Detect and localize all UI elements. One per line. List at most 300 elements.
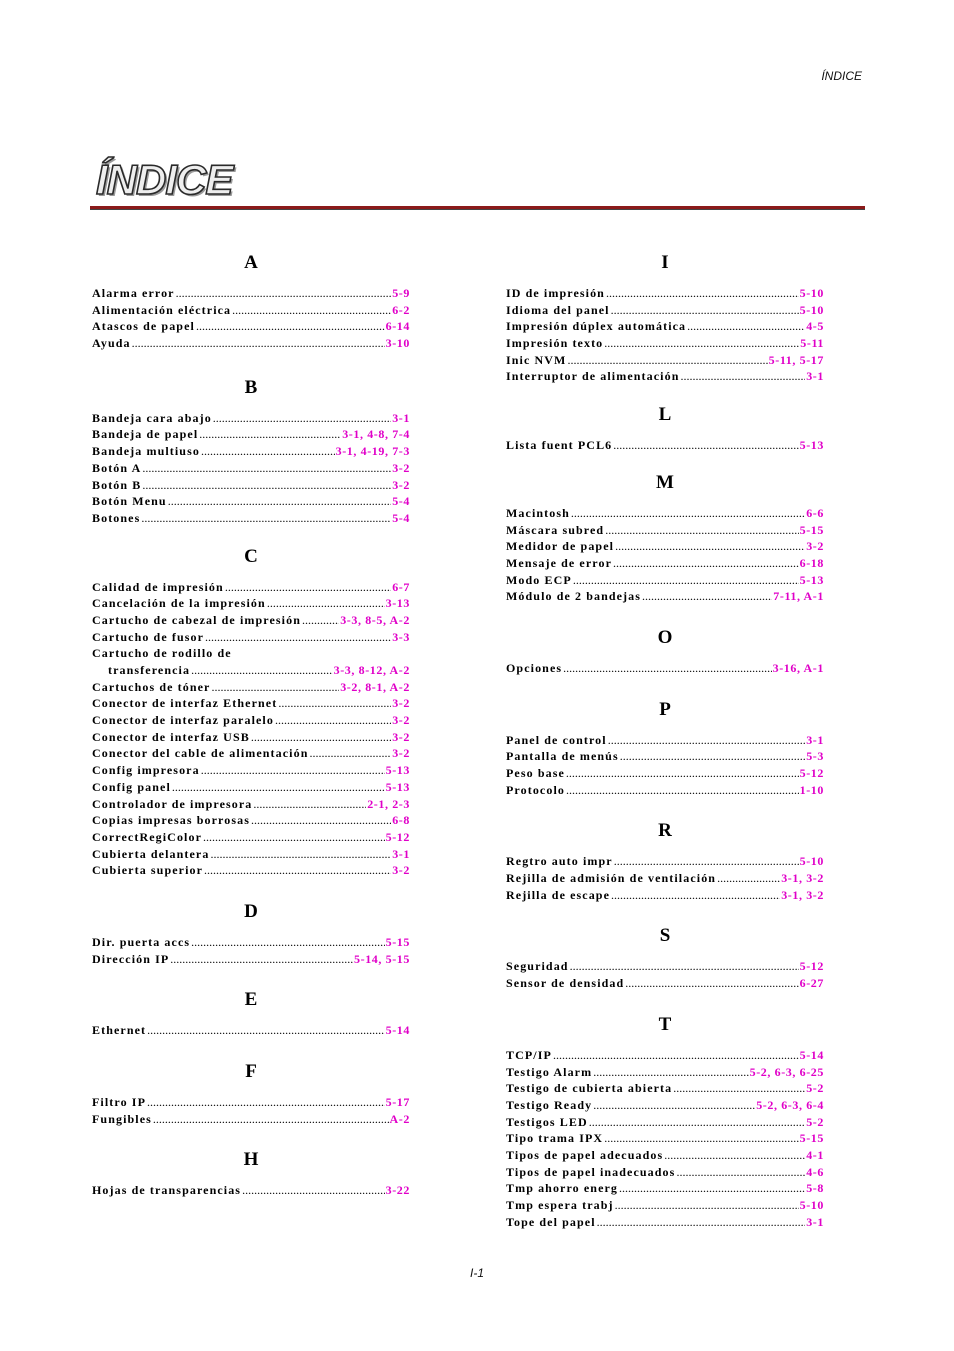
- entry-term: Cubierta superior: [92, 863, 204, 878]
- entry-term: Dir. puerta accs: [92, 934, 191, 949]
- entry-term: Rejilla de admisión de ventilación: [506, 871, 717, 886]
- entry-page-link[interactable]: 5-15: [799, 522, 824, 537]
- index-entry: [506, 335, 824, 352]
- entry-term: Tipo trama IPX: [506, 1131, 604, 1146]
- index-entry: [92, 829, 410, 846]
- dot-leader: [615, 538, 805, 555]
- dot-leader: [593, 1064, 748, 1081]
- entry-page-link[interactable]: 6-2: [392, 302, 410, 317]
- entry-page-link[interactable]: 5-12: [799, 766, 824, 780]
- entry-page-link[interactable]: 4-1: [806, 1147, 824, 1162]
- entry-page-link[interactable]: 5-10: [799, 286, 824, 300]
- entry-term: Bandeja multiuso: [92, 444, 200, 459]
- entry-term: Inic NVM: [506, 352, 567, 367]
- entry-page-link[interactable]: 4-6: [806, 1164, 824, 1179]
- entry-term: Testigos LED: [506, 1114, 588, 1129]
- dot-leader: [211, 679, 339, 696]
- entry-term: Cubierta delantera: [92, 846, 210, 861]
- section-letter: I: [661, 252, 669, 273]
- entry-page-link[interactable]: 5-13: [799, 572, 824, 587]
- dot-leader: [680, 368, 805, 385]
- dot-leader: [225, 579, 391, 596]
- section-letter: S: [659, 925, 671, 947]
- index-entry: [506, 765, 824, 782]
- dot-leader: [275, 712, 391, 729]
- entry-term: Opciones: [506, 660, 563, 675]
- dot-leader: [613, 555, 799, 572]
- entry-term: Macintosh: [506, 505, 570, 520]
- entry-term: Ethernet: [92, 1023, 147, 1038]
- entry-page-link[interactable]: 5-2: [806, 1114, 824, 1129]
- entry-page-link[interactable]: A-2: [389, 1111, 410, 1126]
- entry-page-link[interactable]: 4-5: [806, 319, 824, 334]
- entry-term: Tope del papel: [506, 1214, 596, 1229]
- entry-page-link[interactable]: 6-6: [806, 505, 824, 520]
- index-entry: [506, 1180, 824, 1197]
- index-entry: [92, 796, 410, 813]
- entry-term: Rejilla de escape: [506, 887, 611, 902]
- entry-page-link[interactable]: 3-1, 3-2: [781, 887, 824, 902]
- entry-page-link[interactable]: 6-14: [385, 319, 410, 334]
- entry-page-link[interactable]: 6-18: [799, 555, 824, 570]
- index-entry: [506, 1097, 824, 1114]
- entry-page-link[interactable]: 3-1, 3-2: [781, 871, 824, 886]
- dot-leader: [196, 318, 385, 335]
- dot-leader: [604, 1130, 798, 1147]
- entry-page-link[interactable]: 3-16, A-1: [772, 660, 824, 675]
- dot-leader: [205, 629, 391, 646]
- index-entry: [92, 1111, 410, 1128]
- dot-leader: [191, 934, 384, 951]
- entry-page-link[interactable]: 1-10: [799, 782, 824, 797]
- entry-term: Alarma error: [92, 286, 175, 300]
- entry-term: Pantalla de menús: [506, 749, 619, 764]
- index-entry: [92, 745, 410, 762]
- index-entry: [92, 629, 410, 646]
- entry-page-link[interactable]: 3-1: [392, 846, 410, 861]
- entry-page-link[interactable]: 3-3: [392, 629, 410, 644]
- title-underline: [90, 206, 865, 210]
- dot-leader: [664, 1147, 805, 1164]
- index-entry: [92, 318, 410, 335]
- entry-page-link[interactable]: 3-2: [806, 539, 824, 554]
- index-entry: [506, 285, 824, 302]
- index-section-f: [92, 1059, 410, 1127]
- entry-page-link[interactable]: 5-9: [392, 286, 410, 300]
- entry-term: Bandeja cara abajo: [92, 410, 212, 425]
- index-entry: [506, 1047, 824, 1064]
- index-entry: [506, 1080, 824, 1097]
- dot-leader: [210, 846, 391, 863]
- section-letter: T: [658, 1013, 672, 1035]
- index-entry: [92, 846, 410, 863]
- index-entry: [506, 1130, 824, 1147]
- entry-term: Bandeja de papel: [92, 427, 199, 442]
- entry-page-link[interactable]: 3-2: [392, 746, 410, 761]
- dot-leader: [642, 588, 772, 605]
- entry-page-link[interactable]: 3-1, 4-19, 7-3: [335, 444, 410, 459]
- entry-term: Atascos de papel: [92, 319, 195, 334]
- index-section-m: [506, 470, 824, 605]
- dot-leader: [604, 335, 799, 352]
- index-section-c: [92, 544, 410, 879]
- index-section-t: [506, 1012, 824, 1231]
- index-entry: [506, 1214, 824, 1231]
- entry-term: Botón B: [92, 477, 142, 492]
- entry-term: Cartucho de cabezal de impresión: [92, 612, 301, 627]
- entry-page-link[interactable]: 3-2: [392, 696, 410, 711]
- dot-leader: [232, 302, 391, 319]
- index-section-i: [506, 250, 824, 385]
- index-section-l: [506, 402, 824, 454]
- entry-page-link[interactable]: 5-8: [806, 1181, 824, 1196]
- section-letter: L: [658, 404, 672, 426]
- entry-page-link[interactable]: 5-2: [806, 1081, 824, 1096]
- entry-page-link[interactable]: 5-15: [385, 934, 410, 949]
- index-entry: [92, 812, 410, 829]
- entry-term: Cancelación de la impresión: [92, 596, 266, 611]
- dot-leader: [563, 660, 771, 677]
- index-entry: [506, 1164, 824, 1181]
- entry-term: Conector del cable de alimentación: [92, 746, 309, 761]
- entry-page-link[interactable]: 5-10: [799, 302, 824, 317]
- dot-leader: [614, 853, 799, 870]
- page-title: ÍNDICE: [96, 156, 233, 203]
- entry-page-link[interactable]: 3-22: [385, 1183, 410, 1198]
- entry-page-link[interactable]: 3-10: [385, 336, 410, 351]
- index-entry: [506, 958, 824, 975]
- entry-term: Fungibles: [92, 1111, 152, 1126]
- entry-page-link[interactable]: 2-1, 2-3: [367, 796, 410, 811]
- entry-page-link[interactable]: 3-2: [392, 863, 410, 878]
- index-section-b: [92, 375, 410, 527]
- dot-leader: [132, 335, 385, 352]
- index-entry: [506, 555, 824, 572]
- index-entry: [92, 410, 410, 427]
- index-section-o: [506, 625, 824, 677]
- index-entry: [92, 762, 410, 779]
- dot-leader: [566, 782, 799, 799]
- entry-page-link[interactable]: 5-12: [385, 829, 410, 844]
- entry-term: Filtro IP: [92, 1095, 147, 1109]
- section-letter: M: [656, 471, 674, 493]
- dot-leader: [251, 812, 391, 829]
- entry-term: Panel de control: [506, 732, 607, 747]
- entry-page-link[interactable]: 3-2: [392, 477, 410, 492]
- entry-page-link[interactable]: 7-11, A-1: [773, 589, 824, 604]
- entry-term: Conector de interfaz paralelo: [92, 713, 274, 728]
- index-entry: [92, 510, 410, 527]
- index-entry: [92, 1094, 410, 1111]
- entry-page-link[interactable]: 5-17: [385, 1095, 410, 1109]
- index-entry: [92, 302, 410, 319]
- entry-page-link[interactable]: 3-3, 8-12, A-2: [333, 663, 410, 677]
- entry-term: Impresión texto: [506, 336, 604, 351]
- dot-leader: [619, 1180, 805, 1197]
- dot-leader: [142, 477, 391, 494]
- entry-term: Calidad de impresión: [92, 579, 224, 594]
- index-entry: [506, 870, 824, 887]
- dot-leader: [242, 1182, 385, 1199]
- index-section-e: [92, 987, 410, 1039]
- entry-term: Interruptor de alimentación: [506, 369, 680, 384]
- dot-leader: [147, 1094, 385, 1111]
- entry-term: Botón A: [92, 460, 142, 475]
- entry-term: Lista fuent PCL6: [506, 438, 613, 453]
- index-entry: [506, 302, 824, 319]
- entry-page-link[interactable]: 5-13: [799, 438, 824, 453]
- entry-page-link[interactable]: 3-3, 8-5, A-2: [340, 612, 410, 627]
- entry-term: Testigo de cubierta abierta: [506, 1081, 673, 1096]
- dot-leader: [606, 285, 799, 302]
- entry-page-link[interactable]: 3-1: [392, 410, 410, 425]
- entry-page-link[interactable]: 5-13: [385, 763, 410, 778]
- index-entry: [506, 1064, 824, 1081]
- index-entry: [92, 645, 410, 662]
- section-letter: F: [245, 1061, 257, 1082]
- entry-page-link[interactable]: 3-1, 4-8, 7-4: [342, 427, 410, 442]
- entry-page-link[interactable]: 5-4: [392, 494, 410, 509]
- index-entry: [506, 522, 824, 539]
- dot-leader: [615, 1197, 799, 1214]
- dot-leader: [201, 443, 335, 460]
- dot-leader: [141, 510, 391, 527]
- dot-leader: [605, 522, 798, 539]
- section-letter: O: [657, 626, 673, 648]
- index-entry: [92, 1182, 410, 1199]
- index-entry: [506, 368, 824, 385]
- index-section-h: [92, 1147, 410, 1199]
- entry-term: transferencia: [108, 663, 191, 677]
- dot-leader: [567, 352, 767, 369]
- section-letter: A: [244, 252, 258, 273]
- dot-leader: [573, 572, 799, 589]
- entry-term: Máscara subred: [506, 522, 605, 537]
- entry-page-link[interactable]: 5-2, 6-3, 6-4: [756, 1097, 824, 1112]
- dot-leader: [251, 729, 391, 746]
- section-letter: E: [244, 989, 258, 1011]
- index-entry: [506, 1147, 824, 1164]
- entry-page-link[interactable]: 5-10: [799, 854, 824, 869]
- index-column-right: [506, 250, 824, 1230]
- entry-page-link[interactable]: 6-8: [392, 813, 410, 828]
- dot-leader: [611, 887, 780, 904]
- entry-term: Tipos de papel inadecuados: [506, 1164, 676, 1179]
- entry-page-link[interactable]: 3-1: [806, 1214, 824, 1229]
- entry-term: CorrectRegiColor: [92, 829, 203, 844]
- dot-leader: [687, 318, 805, 335]
- entry-term: Cartuchos de tóner: [92, 679, 211, 694]
- index-entry: [506, 505, 824, 522]
- entry-page-link[interactable]: 5-3: [806, 749, 824, 764]
- index-entry: [92, 662, 410, 679]
- index-entry: [506, 660, 824, 677]
- dot-leader: [717, 870, 780, 887]
- index-entry: [92, 426, 410, 443]
- dot-leader: [608, 732, 805, 749]
- dot-leader: [625, 975, 798, 992]
- index-section-p: [506, 697, 824, 799]
- entry-page-link[interactable]: 3-2: [392, 460, 410, 475]
- dot-leader: [589, 1114, 805, 1131]
- dot-leader: [593, 1097, 755, 1114]
- entry-term: ID de impresión: [506, 286, 605, 300]
- entry-page-link[interactable]: 6-27: [799, 976, 824, 991]
- dot-leader: [253, 796, 366, 813]
- section-letter: H: [243, 1149, 259, 1171]
- dot-leader: [553, 1047, 799, 1064]
- index-entry: [506, 732, 824, 749]
- index-section-d: [92, 899, 410, 967]
- index-section-a: [92, 250, 410, 352]
- entry-term: Mensaje de error: [506, 555, 613, 570]
- dot-leader: [597, 1214, 806, 1231]
- entry-term: Alimentación eléctrica: [92, 302, 232, 317]
- dot-leader: [278, 695, 391, 712]
- dot-leader: [310, 745, 392, 762]
- entry-term: Conector de interfaz Ethernet: [92, 696, 278, 711]
- dot-leader: [213, 410, 391, 427]
- entry-term: Medidor de papel: [506, 539, 615, 554]
- entry-term: Config impresora: [92, 763, 200, 778]
- entry-page-link[interactable]: 3-1: [806, 369, 824, 384]
- index-entry: [92, 579, 410, 596]
- index-column-left: [92, 250, 410, 1199]
- index-entry: [506, 1197, 824, 1214]
- dot-leader: [302, 612, 339, 629]
- section-letter: D: [244, 900, 258, 922]
- entry-page-link[interactable]: 3-2, 8-1, A-2: [340, 679, 410, 694]
- entry-page-link[interactable]: 5-14: [799, 1047, 824, 1062]
- entry-page-link[interactable]: 5-14: [385, 1023, 410, 1038]
- index-entry: [506, 538, 824, 555]
- entry-term: Dirección IP: [92, 951, 170, 966]
- entry-term: Copias impresas borrosas: [92, 813, 250, 828]
- dot-leader: [566, 765, 799, 782]
- index-entry: [92, 595, 410, 612]
- entry-term: Conector de interfaz USB: [92, 729, 250, 744]
- entry-term: Sensor de densidad: [506, 976, 625, 991]
- index-entry: [506, 588, 824, 605]
- section-letter: C: [244, 545, 258, 567]
- index-entry: [92, 477, 410, 494]
- entry-term: Tipos de papel adecuados: [506, 1147, 664, 1162]
- entry-term: Seguridad: [506, 959, 569, 974]
- entry-term: TCP/IP: [506, 1047, 552, 1062]
- index-entry: [92, 1022, 410, 1039]
- entry-term: Ayuda: [92, 336, 131, 351]
- index-entry: [92, 460, 410, 477]
- index-entry: [506, 887, 824, 904]
- dot-leader: [203, 829, 385, 846]
- entry-term: Protocolo: [506, 782, 565, 797]
- dot-leader: [204, 862, 391, 879]
- entry-term: Modo ECP: [506, 572, 572, 587]
- index-entry: [506, 975, 824, 992]
- index-section-s: [506, 923, 824, 991]
- index-section-r: [506, 818, 824, 903]
- entry-page-link[interactable]: 3-13: [385, 596, 410, 611]
- entry-term: Config panel: [92, 779, 171, 794]
- entry-page-link[interactable]: 5-11, 5-17: [768, 352, 824, 367]
- entry-page-link[interactable]: 5-12: [799, 959, 824, 974]
- entry-term: Controlador de impresora: [92, 796, 253, 811]
- entry-page-link[interactable]: 6-7: [392, 579, 410, 594]
- dot-leader: [673, 1080, 805, 1097]
- entry-term: Cartucho de rodillo de: [92, 646, 232, 661]
- index-entry: [506, 853, 824, 870]
- index-entry: [92, 951, 410, 968]
- index-entry: [506, 352, 824, 369]
- index-entry: [506, 318, 824, 335]
- index-entry: [506, 782, 824, 799]
- dot-leader: [191, 662, 333, 679]
- entry-page-link[interactable]: 3-2: [392, 729, 410, 744]
- dot-leader: [168, 493, 392, 510]
- entry-page-link[interactable]: 5-11: [800, 336, 824, 351]
- section-letter: P: [659, 698, 671, 720]
- index-entry: [506, 572, 824, 589]
- index-entry: [92, 712, 410, 729]
- entry-term: Testigo Alarm: [506, 1064, 593, 1079]
- index-entry: [92, 335, 410, 352]
- dot-leader: [611, 302, 799, 319]
- dot-leader: [613, 437, 798, 454]
- dot-leader: [571, 505, 805, 522]
- entry-term: Regtro auto impr: [506, 854, 613, 869]
- dot-leader: [142, 460, 391, 477]
- entry-term: Botón Menu: [92, 494, 167, 509]
- entry-page-link[interactable]: 3-1: [806, 732, 824, 747]
- dot-leader: [570, 958, 799, 975]
- dot-leader: [147, 1022, 384, 1039]
- index-entry: [92, 729, 410, 746]
- index-entry: [506, 1114, 824, 1131]
- running-header: ÍNDICE: [821, 69, 862, 83]
- dot-leader: [170, 951, 353, 968]
- dot-leader: [153, 1111, 389, 1128]
- dot-leader: [199, 426, 341, 443]
- entry-term: Hojas de transparencias: [92, 1183, 242, 1198]
- entry-page-link[interactable]: 5-14, 5-15: [354, 951, 410, 966]
- index-entry: [506, 437, 824, 454]
- section-letter: B: [244, 376, 258, 398]
- entry-page-link[interactable]: 5-15: [799, 1131, 824, 1146]
- index-entry: [92, 612, 410, 629]
- page-number: I-1: [469, 1266, 484, 1280]
- index-entry: [92, 443, 410, 460]
- entry-page-link[interactable]: 5-2, 6-3, 6-25: [749, 1064, 824, 1079]
- dot-leader: [676, 1164, 805, 1181]
- entry-page-link[interactable]: 5-13: [385, 779, 410, 794]
- index-entry: [506, 748, 824, 765]
- dot-leader: [267, 595, 385, 612]
- entry-term: Botones: [92, 510, 141, 525]
- index-entry: [92, 493, 410, 510]
- index-entry: [92, 679, 410, 696]
- section-letter: R: [658, 820, 672, 842]
- entry-page-link[interactable]: 5-10: [799, 1198, 824, 1212]
- dot-leader: [172, 779, 385, 796]
- entry-page-link[interactable]: 5-4: [392, 510, 410, 525]
- index-entry: [92, 779, 410, 796]
- index-entry: [92, 285, 410, 302]
- entry-term: Idioma del panel: [506, 302, 610, 317]
- dot-leader: [176, 285, 392, 302]
- entry-term: Cartucho de fusor: [92, 629, 205, 644]
- index-entry: [92, 934, 410, 951]
- entry-page-link[interactable]: 3-2: [392, 713, 410, 728]
